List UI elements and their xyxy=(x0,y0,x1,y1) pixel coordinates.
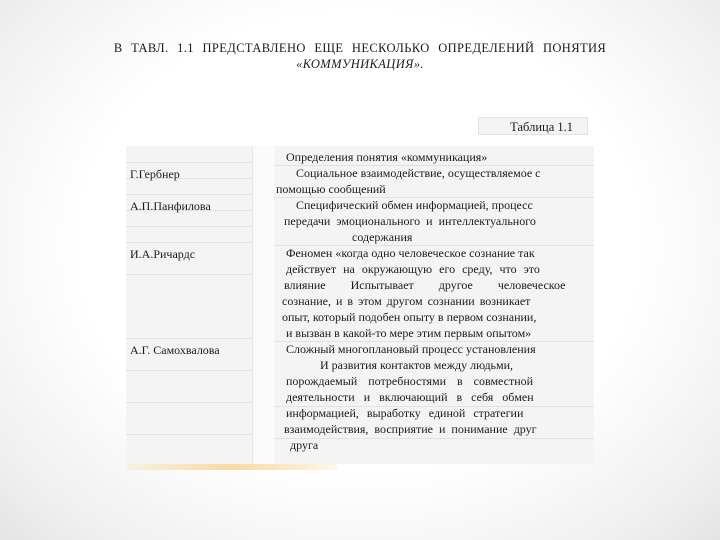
definition-line: деятельности и включающий в себя обмен xyxy=(286,390,534,404)
definition-line: информацией, выработку единой стратегии xyxy=(286,406,524,420)
definition-line: Феномен «когда одно человеческое сознание так xyxy=(286,246,535,260)
definition-line: Социальное взаимодействие, осуществляемое с xyxy=(296,166,541,180)
definition-line: взаимодействия, восприятие и понимание друг xyxy=(284,422,537,436)
author-name: А.Г. Самохвалова xyxy=(130,343,220,357)
row-divider xyxy=(126,370,272,371)
row-divider xyxy=(126,242,272,243)
table-shadow xyxy=(126,464,338,470)
definition-line: опыт, который подобен опыту в первом сознании, xyxy=(282,310,537,324)
definition-line: порождаемый потребностями в совместной xyxy=(286,374,534,388)
definition-line: сознание, и в этом другом сознании возникает xyxy=(282,294,531,308)
row-divider xyxy=(126,434,272,435)
definition-line: Специфический обмен информацией, процесс xyxy=(296,198,533,212)
definition-line: помощью сообщений xyxy=(276,182,386,196)
author-name: И.А.Ричардс xyxy=(130,247,196,261)
column-gap xyxy=(253,146,273,464)
row-divider xyxy=(126,226,272,227)
row-divider xyxy=(126,338,272,339)
heading-line-1: В ТАВЛ. 1.1 ПРЕДСТАВЛЕНО ЕЩЕ НЕСКОЛЬКО ОПРЕДЕЛЕНИЙ ПОНЯТИЯ xyxy=(113,41,607,55)
definition-line: действует на окружающую его среду, что это xyxy=(286,262,540,276)
definition-line: передачи эмоционального и интеллектуального xyxy=(284,214,536,228)
row-divider xyxy=(126,402,272,403)
definition-line: содержания xyxy=(352,230,413,244)
table-caption: Таблица 1.1 xyxy=(478,117,588,135)
definition-line: друга xyxy=(290,438,319,452)
definition-line: Сложный многоплановый процесс установления xyxy=(286,342,536,356)
authors-column xyxy=(126,146,253,464)
heading-line-2: «КОММУНИКАЦИЯ». xyxy=(296,57,424,71)
author-name: А.П.Панфилова xyxy=(130,199,211,213)
definitions-table xyxy=(126,146,594,464)
definition-line: и вызван в какой-то мере этим первым опытом» xyxy=(286,326,532,340)
row-divider xyxy=(126,274,272,275)
author-name: Г.Гербнер xyxy=(130,167,180,181)
row-divider xyxy=(274,438,594,439)
definition-line: И развития контактов между людьми, xyxy=(320,358,514,372)
slide-heading xyxy=(60,40,660,72)
definition-line: влияние Испытывает другое человеческое xyxy=(284,278,566,292)
table-header: Определения понятия «коммуникация» xyxy=(286,150,488,164)
row-divider xyxy=(126,194,272,195)
row-divider xyxy=(126,162,272,163)
